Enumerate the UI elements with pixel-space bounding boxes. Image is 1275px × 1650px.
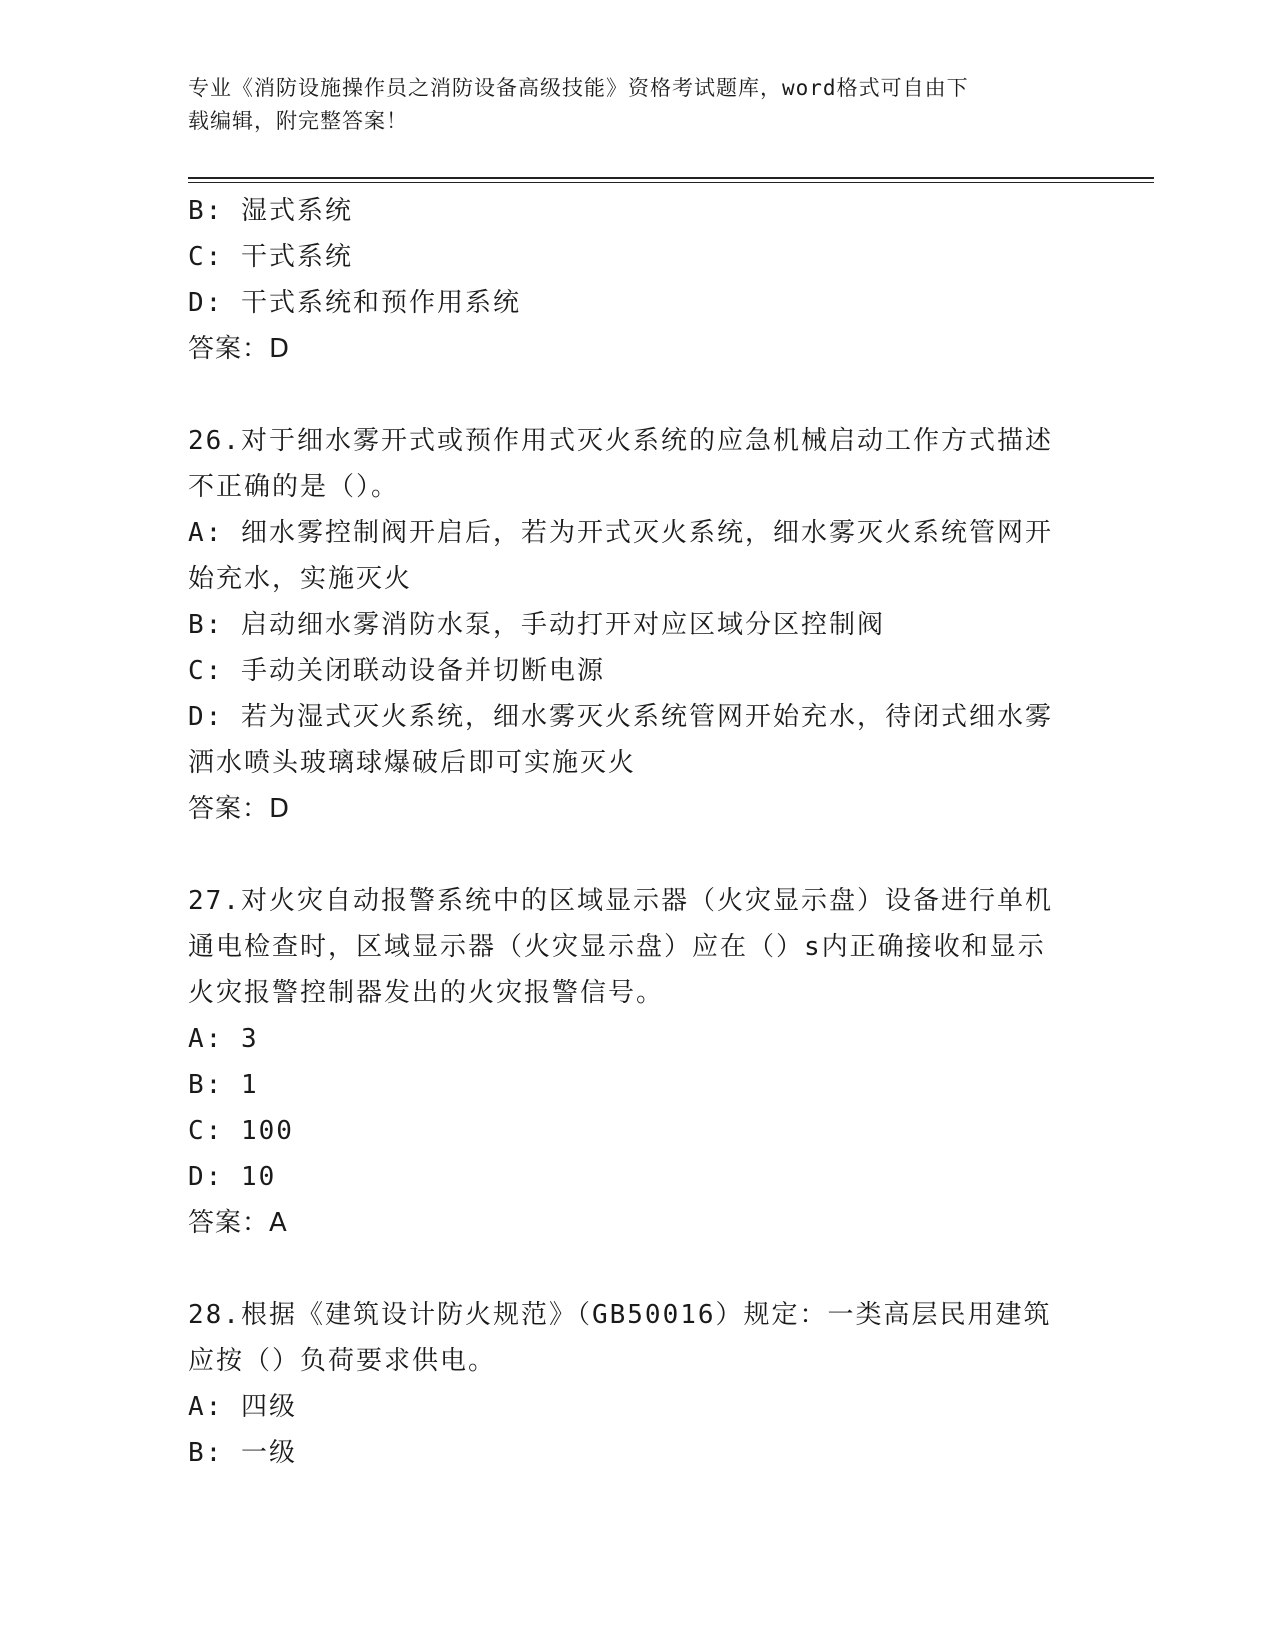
option-a: A: 细水雾控制阀开启后，若为开式灭火系统，细水雾灭火系统管网开 <box>188 518 1053 548</box>
option-c: C: 100 <box>188 1116 294 1146</box>
option-d: D: 干式系统和预作用系统 <box>188 288 521 318</box>
header-line-2: 载编辑，附完整答案！ <box>188 109 408 133</box>
header-line-1: 专业《消防设施操作员之消防设备高级技能》资格考试题库，word格式可自由下 <box>188 76 969 100</box>
question-26 <box>188 418 1088 832</box>
document-header <box>188 72 1088 138</box>
option-d-cont: 洒水喷头玻璃球爆破后即可实施灭火 <box>188 748 637 778</box>
answer: 答案：D <box>188 794 291 824</box>
option-c: C: 手动关闭联动设备并切断电源 <box>188 656 605 686</box>
question-25 <box>188 188 1088 372</box>
answer: 答案：D <box>188 334 291 364</box>
option-d: D: 若为湿式灭火系统，细水雾灭火系统管网开始充水，待闭式细水雾 <box>188 702 1053 732</box>
option-a: A: 3 <box>188 1024 259 1054</box>
option-b: B: 启动细水雾消防水泵，手动打开对应区域分区控制阀 <box>188 610 885 640</box>
question-28 <box>188 1292 1088 1476</box>
option-a-cont: 始充水，实施灭火 <box>188 564 413 594</box>
question-stem: 27.对火灾自动报警系统中的区域显示器（火灾显示盘）设备进行单机 <box>188 886 1053 916</box>
question-stem-cont: 通电检查时，区域显示器（火灾显示盘）应在（）s内正确接收和显示 <box>188 932 1046 962</box>
option-d: D: 10 <box>188 1162 277 1192</box>
question-stem-cont: 火灾报警控制器发出的火灾报警信号。 <box>188 978 665 1008</box>
option-c: C: 干式系统 <box>188 242 353 272</box>
option-b: B: 1 <box>188 1070 259 1100</box>
header-divider-thin <box>188 182 1154 183</box>
option-b: B: 一级 <box>188 1438 297 1468</box>
question-27 <box>188 878 1088 1246</box>
answer: 答案：A <box>188 1208 288 1238</box>
question-stem-cont: 应按（）负荷要求供电。 <box>188 1346 497 1376</box>
question-stem: 26.对于细水雾开式或预作用式灭火系统的应急机械启动工作方式描述 <box>188 426 1053 456</box>
header-divider-thick <box>188 177 1154 179</box>
option-a: A: 四级 <box>188 1392 297 1422</box>
question-stem: 28.根据《建筑设计防火规范》（GB50016）规定：一类高层民用建筑 <box>188 1300 1052 1330</box>
option-b: B: 湿式系统 <box>188 196 353 226</box>
question-list <box>188 188 1088 1476</box>
question-stem-cont: 不正确的是（）。 <box>188 472 400 502</box>
